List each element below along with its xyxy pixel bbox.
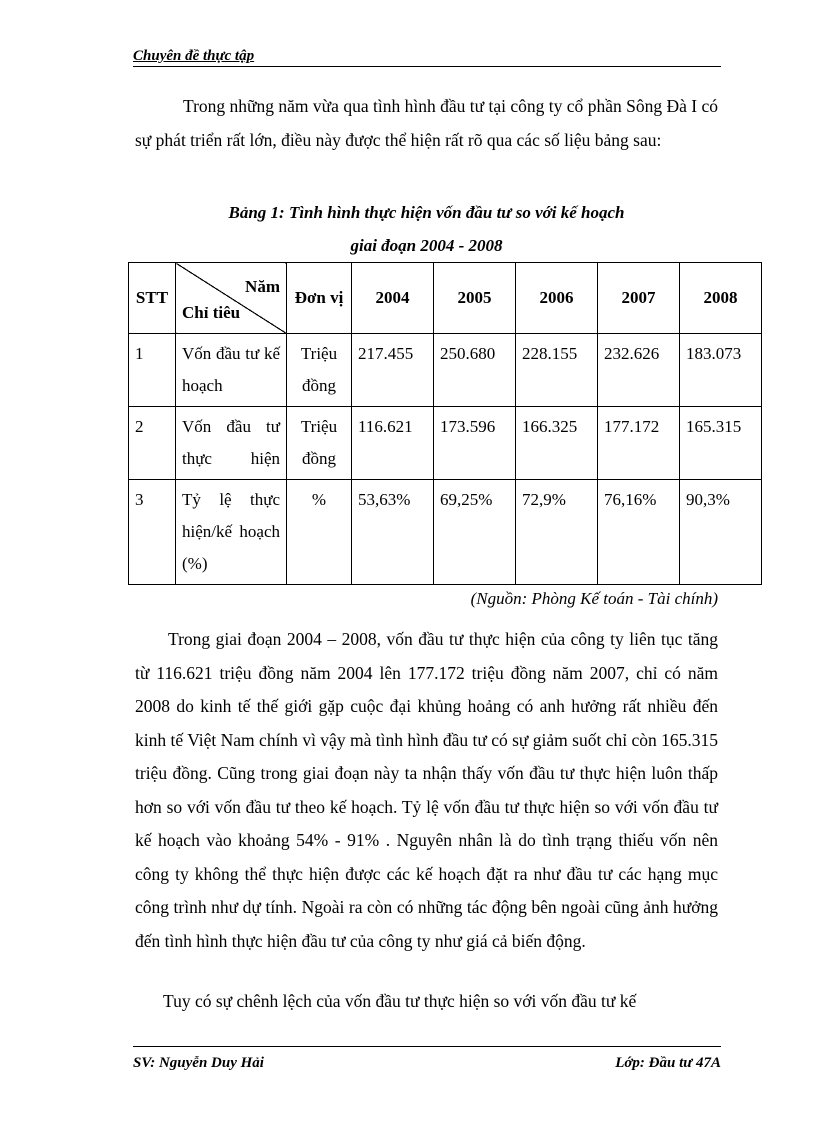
row-value: 232.626 — [598, 334, 680, 407]
header-year-label: Năm — [245, 277, 280, 296]
row-unit: Triệu đồng — [287, 334, 352, 407]
header-year-2006: 2006 — [516, 263, 598, 334]
table-caption-line1: Bảng 1: Tình hình thực hiện vốn đầu tư so với kế hoạch — [228, 203, 625, 222]
intro-paragraph: Trong những năm vừa qua tình hình đầu tư tại công ty cổ phần Sông Đà I có sự phát triển rất lớn, điều này được thể hiện rất rõ qua các số liệu bảng sau: — [135, 96, 718, 150]
table-row — [129, 480, 762, 585]
header-year-2007: 2007 — [598, 263, 680, 334]
row-value: 228.155 — [516, 334, 598, 407]
analysis-paragraph: Trong giai đoạn 2004 – 2008, vốn đầu tư thực hiện của công ty liên tục tăng từ 116.621 triệu đồng năm 2004 lên 177.172 triệu đồng năm 2007, chỉ có năm 2008 do kinh tế thế giới gặp cuộc đại khủng hoảng có anh hưởng rất nhiều đến kinh tế Việt Nam chính vì vậy mà tình hình đầu tư có sự giảm suốt chỉ còn 165.315 triệu đồng. Cũng trong giai đoạn này ta nhận thấy vốn đầu tư thực hiện luôn thấp hơn so với vốn đầu tư theo kế hoạch. Tỷ lệ vốn đầu tư thực hiện so với vốn đầu tư kế hoạch vào khoảng 54% - 91% . Nguyên nhân là do tình trạng thiếu vốn nên công ty không thể thực hiện được các kế hoạch đặt ra như đầu tư các hạng mục công trình như dự tính. Ngoài ra còn có những tác động bên ngoài cũng ảnh hưởng đến tình hình thực hiện đầu tư của công ty như giá cả biến động. — [135, 629, 718, 951]
header-year-2008: 2008 — [680, 263, 762, 334]
table-header-row — [129, 263, 762, 334]
continuation-paragraph: Tuy có sự chênh lệch của vốn đầu tư thực hiện so với vốn đầu tư kế — [163, 991, 637, 1011]
table-row — [129, 334, 762, 407]
header-diagonal-cell — [176, 263, 287, 334]
row-value: 90,3% — [680, 480, 762, 585]
header-year-2005: 2005 — [434, 263, 516, 334]
row-unit: % — [287, 480, 352, 585]
row-unit: Triệu đồng — [287, 407, 352, 480]
row-value: 76,16% — [598, 480, 680, 585]
row-value: 72,9% — [516, 480, 598, 585]
row-value: 177.172 — [598, 407, 680, 480]
table-row — [129, 407, 762, 480]
header-indicator-label: Chỉ tiêu — [182, 303, 241, 322]
row-stt: 1 — [129, 334, 176, 407]
header-unit: Đơn vị — [287, 263, 352, 334]
row-indicator: Vốn đầu tư thực hiện — [176, 407, 287, 480]
row-value: 173.596 — [434, 407, 516, 480]
row-indicator: Tỷ lệ thực hiện/kế hoạch (%) — [176, 480, 287, 585]
table-caption — [135, 196, 718, 262]
header-stt: STT — [129, 263, 176, 334]
source-note: (Nguồn: Phòng Kế toán - Tài chính) — [470, 589, 718, 608]
page-header-title: Chuyên đề thực tập — [133, 48, 721, 67]
footer-class: Lớp: Đầu tư 47A — [615, 1055, 721, 1071]
row-value: 53,63% — [352, 480, 434, 585]
investment-table — [128, 262, 762, 585]
row-value: 166.325 — [516, 407, 598, 480]
footer-student-name: SV: Nguyễn Duy Hải — [133, 1055, 264, 1071]
row-value: 183.073 — [680, 334, 762, 407]
row-stt: 3 — [129, 480, 176, 585]
row-stt: 2 — [129, 407, 176, 480]
row-value: 217.455 — [352, 334, 434, 407]
table-caption-line2: giai đoạn 2004 - 2008 — [350, 236, 503, 255]
row-indicator: Vốn đầu tư kế hoạch — [176, 334, 287, 407]
row-value: 165.315 — [680, 407, 762, 480]
row-value: 116.621 — [352, 407, 434, 480]
header-year-2004: 2004 — [352, 263, 434, 334]
page-footer — [133, 1046, 721, 1072]
row-value: 69,25% — [434, 480, 516, 585]
row-value: 250.680 — [434, 334, 516, 407]
